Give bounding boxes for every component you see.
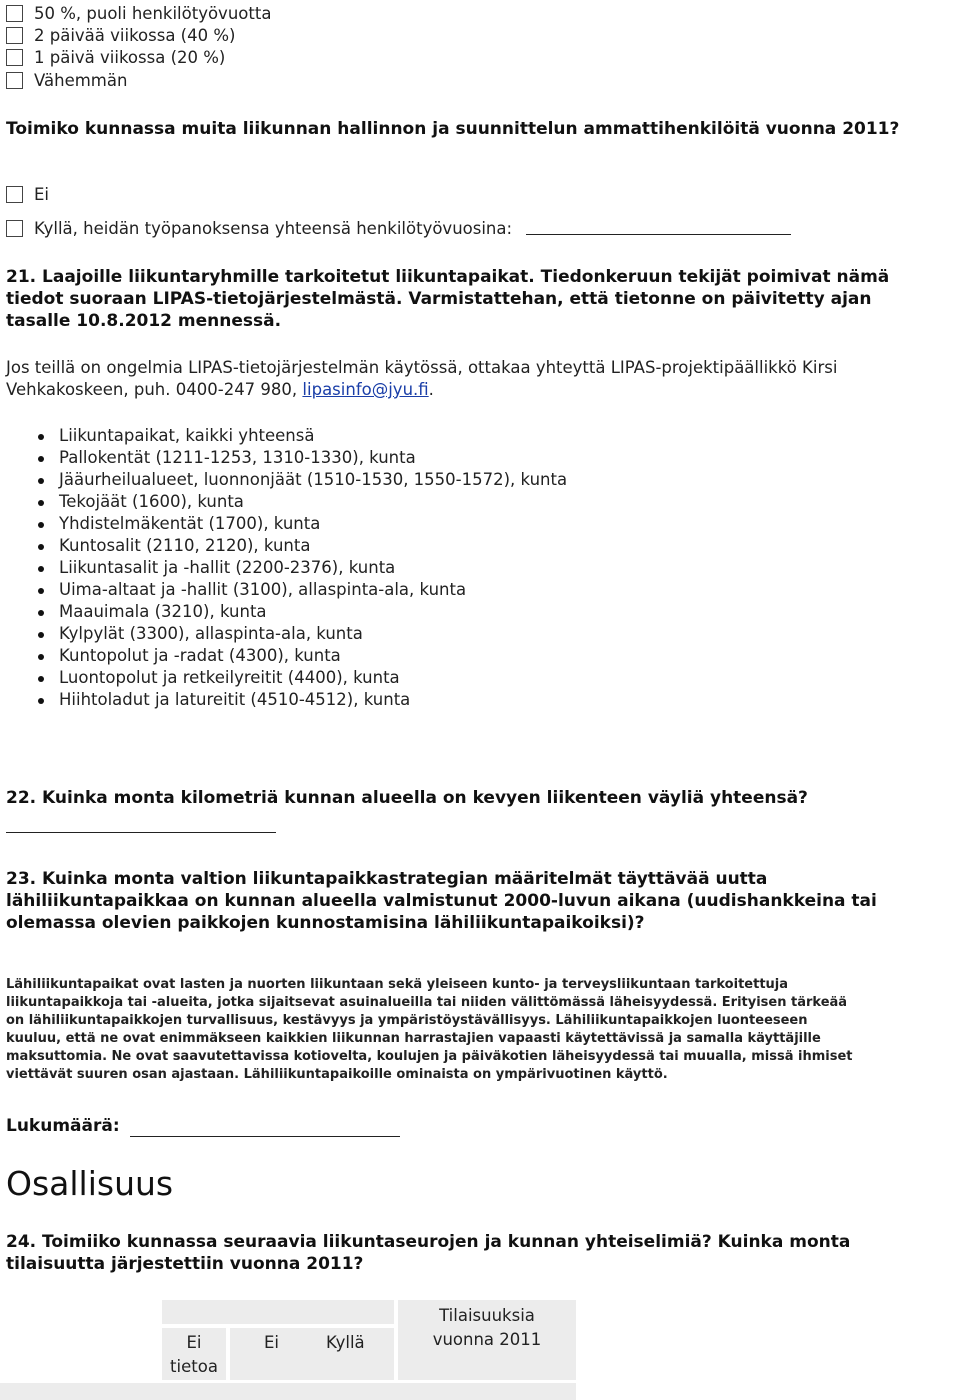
list-item: Pallokentät (1211-1253, 1310-1330), kunta (0, 447, 567, 469)
checkbox[interactable] (6, 220, 23, 237)
list-item: Kuntosalit (2110, 2120), kunta (0, 535, 567, 557)
km-answer-field[interactable] (6, 832, 276, 833)
list-item: Kylpylät (3300), allaspinta-ala, kunta (0, 623, 567, 645)
option-label: Vähemmän (34, 70, 128, 90)
option-label: Ei (34, 184, 50, 204)
option-row (6, 2, 271, 24)
list-item: Tekojäät (1600), kunta (0, 491, 567, 513)
list-item: Luontopolut ja retkeilyreitit (4400), kunta (0, 667, 567, 689)
question-22: 22. Kuinka monta kilometriä kunnan alueella on kevyen liikenteen väyliä yhteensä? (6, 788, 808, 808)
question-23: 23. Kuinka monta valtion liikuntapaikkastrategian määritelmät täyttävää uutta lähiliikuntapaikkaa on kunnan alueella valmistunut 2000-luvun aikana (uudishankkeina tai olemassa olevien paikkojen kunnostamisina lähiliikuntapaikoiksi)? (6, 869, 877, 933)
question-21: 21. Laajoille liikuntaryhmille tarkoitetut liikuntapaikat. Tiedonkeruun tekijät poimivat nämä tiedot suoraan LIPAS-tietojärjestelmästä. Varmistattehan, että tietonne on päivitetty ajan tasalle 10.8.2012 mennessä. (6, 267, 890, 331)
header-ei: Ei (230, 1328, 310, 1380)
checkbox[interactable] (6, 5, 23, 22)
list-item: Uima-altaat ja -hallit (3100), allaspinta-ala, kunta (0, 579, 567, 601)
count-field[interactable] (130, 1122, 400, 1137)
question-24: 24. Toimiiko kunnassa seuraavia liikuntaseurojen ja kunnan yhteiselimiä? Kuinka monta tilaisuutta järjestettiin vuonna 2011? (6, 1232, 851, 1274)
count-row (6, 1115, 400, 1137)
list-item: Jääurheilualueet, luonnonjäät (1510-1530, 1550-1572), kunta (0, 469, 567, 491)
option-label: Kyllä, heidän työpanoksensa yhteensä henkilötyövuosina: (34, 218, 513, 238)
list-item: Hiihtoladut ja latureitit (4510-4512), kunta (0, 689, 567, 711)
list-item: Maauimala (3210), kunta (0, 601, 567, 623)
list-item: Liikuntapaikat, kaikki yhteensä (0, 425, 567, 447)
question-other-staff: Toimiko kunnassa muita liikunnan hallinnon ja suunnittelun ammattihenkilöitä vuonna 2011? (6, 119, 900, 139)
count-label: Lukumäärä: (6, 1116, 120, 1136)
checkbox[interactable] (6, 186, 23, 203)
facility-list (0, 425, 567, 711)
option-row (6, 217, 791, 239)
table-row (0, 1383, 576, 1400)
table-header-blank (162, 1300, 394, 1324)
list-item: Kuntopolut ja -radat (4300), kunta (0, 645, 567, 667)
section-heading: Osallisuus (6, 1164, 174, 1203)
definition-note: Lähiliikuntapaikat ovat lasten ja nuorten liikuntaan sekä yleiseen kunto- ja terveysliikuntaan tarkoitettuja liikuntapaikkoja tai -alueita, jotka sijaitsevat asuinalueilla tai niiden välittömässä läheisyydessä. Erityisen tärkeää on lähiliikuntapaikkojen turvallisuus, kestävyys ja ympäristöystävällisyys. Lähiliikuntapaikkojen luonteeseen kuuluu, että ne ovat enimmäkseen kaikkien liikunnan harrastajien vapaasti käytettävissä ja samalla käyttäjille maksuttomia. Ne ovat saavutettavissa kotiovelta, koulujen ja päiväkotien läheisyydessä tai muualla, missä ihmiset viettävät suuren osan ajastaan. Lähiliikuntapaikoille ominaista on ympärivuotinen käyttö. (6, 977, 853, 1082)
option-label: 1 päivä viikossa (20 %) (34, 47, 226, 67)
option-row (6, 46, 225, 68)
option-row (6, 24, 235, 46)
option-row (6, 183, 49, 205)
checkbox[interactable] (6, 27, 23, 44)
list-item: Liikuntasalit ja -hallit (2200-2376), kunta (0, 557, 567, 579)
lipas-info: Jos teillä on ongelmia LIPAS-tietojärjestelmän käytössä, ottakaa yhteyttä LIPAS-projektipäällikkö Kirsi Vehkakoskeen, puh. 0400-247 980, lipasinfo@jyu.fi. (6, 358, 838, 399)
header-ei-tietoa: Ei tietoa (162, 1328, 226, 1380)
option-label: 50 %, puoli henkilötyövuotta (34, 3, 272, 23)
list-item: Yhdistelmäkentät (1700), kunta (0, 513, 567, 535)
header-kylla: Kyllä (310, 1328, 394, 1380)
option-row (6, 69, 127, 91)
checkbox[interactable] (6, 49, 23, 66)
email-link[interactable]: lipasinfo@jyu.fi (302, 380, 429, 399)
header-tilaisuuksia: Tilaisuuksia vuonna 2011 (398, 1300, 576, 1380)
person-years-field[interactable] (526, 222, 791, 235)
option-label: 2 päivää viikossa (40 %) (34, 25, 236, 45)
checkbox[interactable] (6, 72, 23, 89)
